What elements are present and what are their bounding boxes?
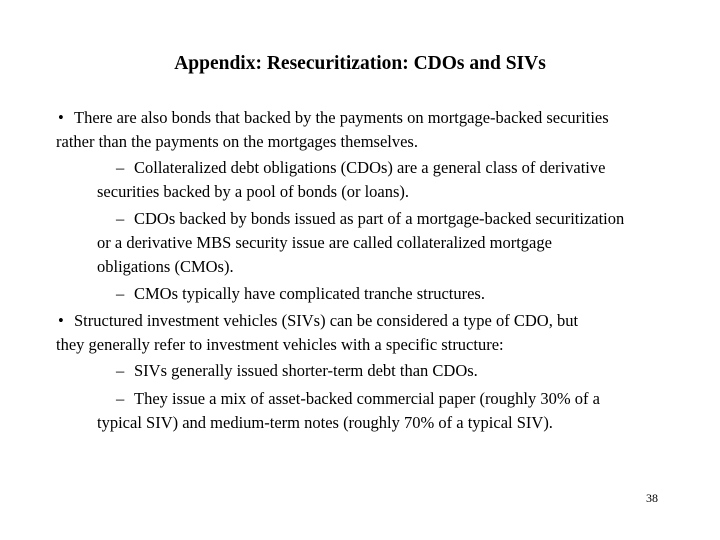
page-number: 38 xyxy=(646,491,658,505)
sub-item-1-2 xyxy=(97,207,677,279)
sub-1-1-line-2: securities backed by a pool of bonds (or loans). xyxy=(97,182,410,201)
bullet-item-1 xyxy=(58,106,698,154)
sub-1-3-line-1 xyxy=(97,282,677,306)
bullet-2-text-1: Structured investment vehicles (SIVs) can be considered a type of CDO, but xyxy=(74,311,579,330)
bullet-icon: • xyxy=(58,311,64,330)
bullet-1-line-1 xyxy=(56,106,698,130)
sub-item-2-2 xyxy=(97,387,677,435)
sub-2-2-line-2: typical SIV) and medium-term notes (roughly 70% of a typical SIV). xyxy=(97,413,553,432)
sub-1-2-text-1: CDOs backed by bonds issued as part of a mortgage-backed securitization xyxy=(134,209,625,228)
sub-item-1-3 xyxy=(97,282,677,306)
bullet-1-text-1: There are also bonds that backed by the payments on mortgage-backed securities xyxy=(74,108,609,127)
sub-item-2-1 xyxy=(97,359,677,383)
sub-1-2-line-3: obligations (CMOs). xyxy=(97,257,234,276)
sub-1-1-text-1: Collateralized debt obligations (CDOs) are a general class of derivative xyxy=(134,158,606,177)
bullet-2-line-2: they generally refer to investment vehicles with a specific structure: xyxy=(56,335,504,354)
bullet-2-line-1 xyxy=(56,309,698,333)
sub-2-1-text-1: SIVs generally issued shorter-term debt than CDOs. xyxy=(134,361,478,380)
dash-icon: – xyxy=(116,209,125,228)
sub-2-2-line-1 xyxy=(97,387,677,411)
slide-title: Appendix: Resecuritization: CDOs and SIVs xyxy=(174,53,546,74)
sub-2-1-line-1 xyxy=(97,359,677,383)
bullet-item-2 xyxy=(58,309,698,357)
sub-1-1-line-1 xyxy=(97,156,677,180)
sub-1-3-text-1: CMOs typically have complicated tranche structures. xyxy=(134,284,485,303)
sub-1-2-line-1 xyxy=(97,207,677,231)
dash-icon: – xyxy=(116,389,125,408)
dash-icon: – xyxy=(116,284,125,303)
bullet-icon: • xyxy=(58,108,64,127)
dash-icon: – xyxy=(116,158,125,177)
dash-icon: – xyxy=(116,361,125,380)
sub-2-2-text-1: They issue a mix of asset-backed commercial paper (roughly 30% of a xyxy=(134,389,600,408)
bullet-1-line-2: rather than the payments on the mortgages themselves. xyxy=(56,132,418,151)
sub-1-2-line-2: or a derivative MBS security issue are called collateralized mortgage xyxy=(97,233,552,252)
sub-item-1-1 xyxy=(97,156,677,204)
